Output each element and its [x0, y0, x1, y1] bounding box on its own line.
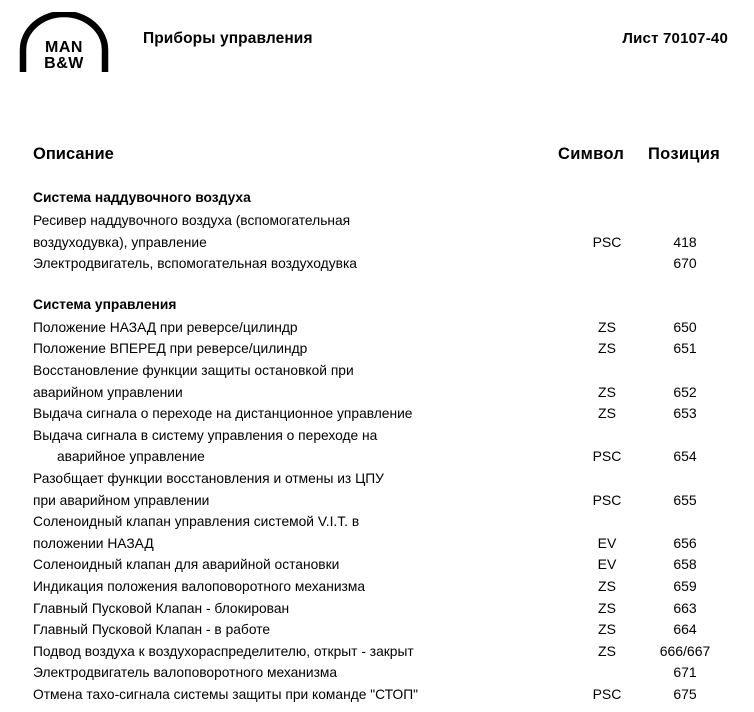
row-description: Электродвигатель, вспомогательная воздуходувка — [33, 256, 357, 272]
row-position: 652 — [673, 383, 697, 400]
row-description: положении НАЗАД — [33, 535, 154, 551]
row-position: 659 — [673, 577, 697, 594]
table-row — [0, 317, 754, 339]
row-symbol: ZS — [598, 599, 616, 616]
table-row — [0, 533, 754, 555]
row-description: Выдача сигнала о переходе на дистанционное управление — [33, 406, 413, 422]
row-symbol: ZS — [598, 642, 616, 659]
column-header-description: Описание — [33, 145, 114, 163]
row-position: 656 — [673, 534, 697, 551]
section-gap — [0, 275, 754, 293]
row-description: Подвод воздуха к воздухораспределителю, открыт - закрыт — [33, 643, 414, 659]
table-row — [0, 684, 754, 706]
table-row — [0, 662, 754, 684]
row-description: Главный Пусковой Клапан - блокирован — [33, 600, 290, 616]
row-symbol: PSC — [592, 448, 622, 465]
table-row — [0, 554, 754, 576]
row-description: Положение НАЗАД при реверсе/цилиндр — [33, 319, 298, 335]
row-description: Выдача сигнала в систему управления о переходе на — [33, 427, 378, 443]
row-description: Положение ВПЕРЕД при реверсе/цилиндр — [33, 341, 308, 357]
row-description: Главный Пусковой Клапан - в работе — [33, 622, 271, 638]
svg-text:MAN: MAN — [45, 39, 83, 56]
row-symbol: ZS — [598, 340, 616, 357]
row-symbol: ZS — [598, 383, 616, 400]
table-row — [0, 598, 754, 620]
table-row — [0, 210, 754, 232]
table-row — [0, 425, 754, 447]
table-row — [0, 360, 754, 382]
section-title-control-system — [0, 293, 754, 317]
row-position: 675 — [673, 685, 697, 702]
row-position: 418 — [673, 233, 697, 250]
row-description: воздуходувка), управление — [33, 234, 207, 250]
svg-text:B&W: B&W — [44, 55, 84, 72]
row-position: 650 — [673, 318, 697, 335]
table-row — [0, 619, 754, 641]
table-row — [0, 576, 754, 598]
section-label: Система наддувочного воздуха — [33, 190, 251, 205]
row-symbol: EV — [597, 556, 617, 573]
table-row — [0, 338, 754, 360]
row-symbol: PSC — [592, 491, 622, 508]
row-description: Разобщает функции восстановления и отмены из ЦПУ — [33, 470, 384, 486]
section-label: Система управления — [33, 296, 177, 312]
row-position: 658 — [673, 556, 697, 573]
row-symbol: ZS — [598, 577, 616, 594]
row-description: Ресивер наддувочного воздуха (вспомогательная — [33, 213, 351, 228]
row-description: Восстановление функции защиты остановкой при — [33, 362, 354, 378]
row-symbol: PSC — [592, 233, 622, 250]
row-position: 664 — [673, 621, 697, 638]
row-position: 653 — [673, 405, 697, 422]
row-description: аварийное управление — [57, 449, 205, 465]
row-symbol: ZS — [598, 405, 616, 422]
column-header-symbol: Символ — [558, 145, 625, 163]
post-header-spacer — [0, 174, 754, 186]
row-description: Соленоидный клапан управления системой V.I.T. в — [33, 514, 360, 530]
row-symbol: ZS — [598, 621, 616, 638]
table-row — [0, 382, 754, 404]
section-title-charge-air — [0, 186, 754, 210]
row-position: 671 — [673, 664, 697, 681]
row-position: 654 — [673, 448, 697, 465]
man-bw-logo-arch-icon — [18, 12, 110, 74]
row-description: при аварийном управлении — [33, 492, 210, 508]
page-header — [0, 0, 754, 104]
table-row — [0, 468, 754, 490]
table-row — [0, 490, 754, 512]
table-row — [0, 511, 754, 533]
row-description: Отмена тахо-сигнала системы защиты при команде "СТОП" — [33, 686, 419, 702]
row-symbol: PSC — [592, 685, 622, 702]
table-row — [0, 446, 754, 468]
table-row — [0, 232, 754, 254]
table-row — [0, 641, 754, 663]
specification-table — [0, 104, 754, 705]
man-bw-logo — [18, 12, 110, 74]
row-position: 655 — [673, 491, 697, 508]
row-position: 666/667 — [659, 642, 711, 659]
column-header-position: Позиция — [648, 145, 721, 163]
row-description: аварийном управлении — [33, 384, 183, 400]
row-description: Индикация положения валоповоротного механизма — [33, 578, 366, 594]
sheet-number: Лист 70107-40 — [622, 30, 728, 47]
table-column-headers — [0, 134, 754, 174]
page-title: Приборы управления — [143, 30, 313, 47]
row-position: 663 — [673, 599, 697, 616]
row-description: Соленоидный клапан для аварийной остановки — [33, 557, 340, 573]
row-symbol: ZS — [598, 318, 616, 335]
row-position: 651 — [673, 340, 697, 357]
row-position: 670 — [673, 255, 697, 272]
row-description: Электродвигатель валоповоротного механизма — [33, 665, 338, 681]
header-spacer — [0, 104, 754, 134]
table-row — [0, 253, 754, 275]
table-row — [0, 403, 754, 425]
row-symbol: EV — [597, 534, 617, 551]
